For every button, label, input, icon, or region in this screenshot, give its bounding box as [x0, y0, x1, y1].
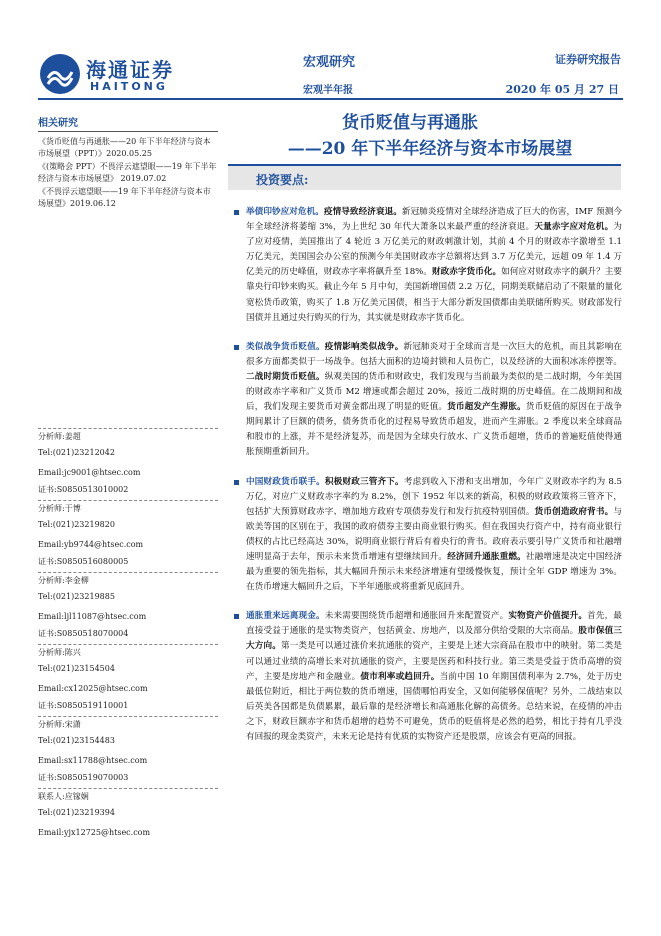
- analyst-name: 分析师:于博: [38, 500, 218, 515]
- analyst-tel: Tel:(021)23219820: [38, 520, 115, 529]
- contact-email[interactable]: Email:yjx12725@htsec.com: [38, 828, 151, 837]
- report-label: 证券研究报告: [555, 53, 621, 66]
- analyst-card: [38, 644, 218, 713]
- analyst-email[interactable]: Email:sx11788@htsec.com: [38, 756, 148, 765]
- analyst-tel: Tel:(021)23212042: [38, 448, 115, 457]
- key-points-bar: [228, 164, 621, 190]
- key-point-lead: 类似战争货币贬值。: [246, 341, 325, 352]
- segment: 如何应对财政赤字的飙升？主要靠央行印钞来购买。截止今年 5 月中旬，美国新增国债 2.2 万亿，同期美联储启动了不限量的量化宽松货币政策，购买了 1.8 万亿美元国债，相当于大部分新发国债都由美联储所购买。财政部发行国债并且通过央行购买的行为，其实就是财政赤字货币化。: [246, 267, 622, 323]
- analyst-email[interactable]: Email:yb9744@htsec.com: [38, 540, 144, 549]
- header-divider: [38, 98, 623, 100]
- analyst-tel: Tel:(021)23154483: [38, 736, 115, 745]
- segment: 未来需要围绕货币超增和通胀回升来配置资产。: [324, 611, 509, 622]
- logo-cn-text: 海通证券: [86, 58, 174, 82]
- report-subtype: 宏观半年报: [303, 85, 353, 96]
- report-title: 货币贬值与再通胀: [342, 113, 478, 133]
- related-item[interactable]: 《不畏浮云遮望眼——19 年下半年经济与资本市场展望》2019.06.12: [38, 187, 211, 208]
- analyst-card: [38, 428, 218, 497]
- report-type: 宏观研究: [303, 55, 356, 70]
- analyst-email[interactable]: Email:cx12025@htsec.com: [38, 684, 148, 693]
- segment: 疫情导致经济衰退。: [323, 207, 402, 217]
- segment: 考虑到收入下滑和支出增加，今年广义财政赤字约为 8.5 万亿，对应广义财政赤字率约为 8.2%，创下 1952 年以来的新高，积极的财政政策将三管齐下，包括扩大预算财政赤字、增加地方政府专项债券发行和发行抗疫特别国债。: [246, 476, 622, 517]
- key-point: [230, 340, 622, 461]
- segment: 货币贬值的原因在于战争期间累计了巨额的债务，债务货币化的过程易导致货币超发，进而产生滞胀。2 季度以来全球商品和股市的上涨，并不是经济复苏，而是因为全球央行放水、广义货币超增，货币的普遍贬值使得通胀预期重新回升。: [246, 402, 622, 458]
- segment: 为了应对疫情，美国推出了 4 轮近 3 万亿美元的财政刺激计划，其前 4 个月的财政赤字激增至 1.1 万亿美元，美国国会办公室的预测今年美国财政赤字总额将达到 3.7 万亿美元，远超 09 年 1.4 万亿美元的历史峰值，财政赤字率将飙升至 18%。: [246, 222, 622, 278]
- analyst-cert: 证书:S0850519110001: [38, 701, 129, 710]
- segment: 经济回升通胀重燃。: [447, 551, 526, 562]
- analyst-card: [38, 572, 218, 641]
- segment: 与欧美等国的区别在于，我国的政府债券主要由商业银行购买。但在我国央行资产中，持有商业银行债权的占比已经高达 30%，说明商业银行背后有着央行的背书。政府表示要引导广义货币和社融增速明显高于去年，预示未来货币增速有望继续回升。: [246, 506, 622, 562]
- segment: 纵观美国的货币和财政史，我们发现与当前最为类似的是二战时期，今年美国的财政赤字率和广义货币 M2 增速或都会超过 20%，接近二战时期的历史峰值。在二战期间和战后，我们发现主要货币对黄金都出现了明显的贬值。: [246, 371, 622, 413]
- analyst-card: [38, 500, 218, 569]
- contact-name: 联系人:应镓娴: [38, 788, 218, 803]
- analyst-name: 分析师:李金柳: [38, 572, 218, 587]
- related-research: [38, 114, 218, 211]
- analyst-email[interactable]: Email:jc9001@htsec.com: [38, 468, 141, 477]
- analyst-cert: 证书:S0850516080005: [38, 557, 129, 566]
- segment: 当前中国 10 年期国债利率为 2.7%，处于历史最低位附近，相比于两位数的货币增速，国债哪怕再安全，又如何能够保值呢？另外，二战结束以后英美各国都是负债累累，最后靠的是经济增长和高通胀化解的高债务。总结来说，在疫情的冲击之下，财政巨额赤字和货币超增的趋势不可避免，货币的贬值将是必然的趋势，相比于持有几乎没有回报的现金类资产，未来无论是持有优质的实物资产还是股票，应该会有更高的回报。: [246, 671, 622, 742]
- key-point-lead: 中国财政货币联手。: [246, 476, 325, 487]
- key-point: [230, 205, 622, 326]
- analyst-cert: 证书:S0850519070003: [38, 773, 129, 782]
- segment: 二战时期货币贬值。: [246, 371, 325, 382]
- segment: 首先，最直接受益于通胀的是实物类资产，包括黄金、房地产，以及部分供给受限的大宗商品。: [246, 611, 622, 637]
- contact-tel: Tel:(021)23219394: [38, 808, 115, 817]
- segment: 实物资产价值提升。: [508, 611, 588, 622]
- key-points-label: 投资要点:: [256, 173, 309, 187]
- segment: 积极财政三管齐下。: [324, 476, 404, 487]
- segment: 新冠肺炎疫情对全球经济造成了巨大的伤害，IMF 预测今年全球经济将萎缩 3%，为上世纪 30 年代大萧条以来最严重的经济衰退。: [246, 207, 622, 233]
- analyst-card: [38, 716, 218, 785]
- segment: 债市利率或趋回升。: [360, 671, 440, 682]
- segment: 社融增速是决定中国经济最为重要的领先指标，其大幅回升预示未来经济增速有望缓慢恢复，预计全年 GDP 增速为 3%。在货币增速大幅回升之后，下半年通胀或将重新见底回升。: [246, 551, 622, 593]
- key-point-text: [246, 340, 622, 461]
- analyst-cert: 证书:S0850513010002: [38, 485, 129, 494]
- key-point-text: [246, 205, 622, 326]
- analyst-email[interactable]: Email:ljl11087@htsec.com: [38, 612, 147, 621]
- key-points-body: [230, 205, 622, 759]
- key-point-lead: 通胀重来远离现金。: [246, 611, 325, 622]
- analyst-name: 分析师:陈兴: [38, 644, 218, 659]
- analyst-list: [38, 428, 218, 846]
- report-date: 2020 年 05 月 27 日: [505, 83, 619, 96]
- segment: 天量赤字应对危机。: [534, 222, 614, 233]
- key-point-lead: 举债印钞应对危机。: [246, 207, 324, 217]
- haitong-logo-icon: [40, 54, 80, 94]
- key-point-text: [246, 475, 622, 596]
- analyst-name: 分析师:姜超: [38, 428, 218, 443]
- related-item[interactable]: 《(策略会 PPT）不畏浮云遮望眼——19 年下半年经济与资本市场展望》 2019.07.02: [38, 162, 217, 183]
- analyst-name: 分析师:宋潇: [38, 716, 218, 731]
- contact-card: [38, 788, 218, 843]
- segment: 股市保值三大方向。: [246, 626, 622, 652]
- report-subtitle: ——20 年下半年经济与资本市场展望: [287, 139, 573, 159]
- segment: 疫情影响类似战争。: [324, 341, 404, 352]
- key-point-text: [246, 609, 622, 745]
- segment: 货币超发产生滞胀。: [447, 402, 526, 413]
- key-point: [230, 475, 622, 596]
- related-item[interactable]: 《货币贬值与再通胀——20 年下半年经济与资本市场展望（PPT）》2020.05.25: [38, 137, 211, 158]
- related-research-title: 相关研究: [38, 114, 218, 132]
- key-point: [230, 609, 622, 745]
- segment: 财政赤字货币化。: [432, 267, 502, 278]
- analyst-tel: Tel:(021)23154504: [38, 664, 115, 673]
- segment: 第一类是可以通过涨价来抗通胀的资产，主要是上述大宗商品在股市中的映射。第二类是可以通过业绩的高增长来对抗通胀的资产，主要是医药和科技行业。第三类是受益于货币高增的资产，主要是房地产和金融业。: [246, 641, 622, 682]
- segment: 货币创造政府背书。: [534, 506, 614, 517]
- analyst-tel: Tel:(021)23219885: [38, 592, 115, 601]
- company-logo: [40, 52, 200, 96]
- segment: 新冠肺炎对于全球而言是一次巨大的危机，而且其影响在很多方面都类似于一场战争。包括大面积的边境封锁和人员伤亡，以及经济的大面积冰冻停摆等。: [246, 341, 622, 367]
- logo-en-text: HAITONG: [90, 80, 168, 93]
- analyst-cert: 证书:S0850518070004: [38, 629, 129, 638]
